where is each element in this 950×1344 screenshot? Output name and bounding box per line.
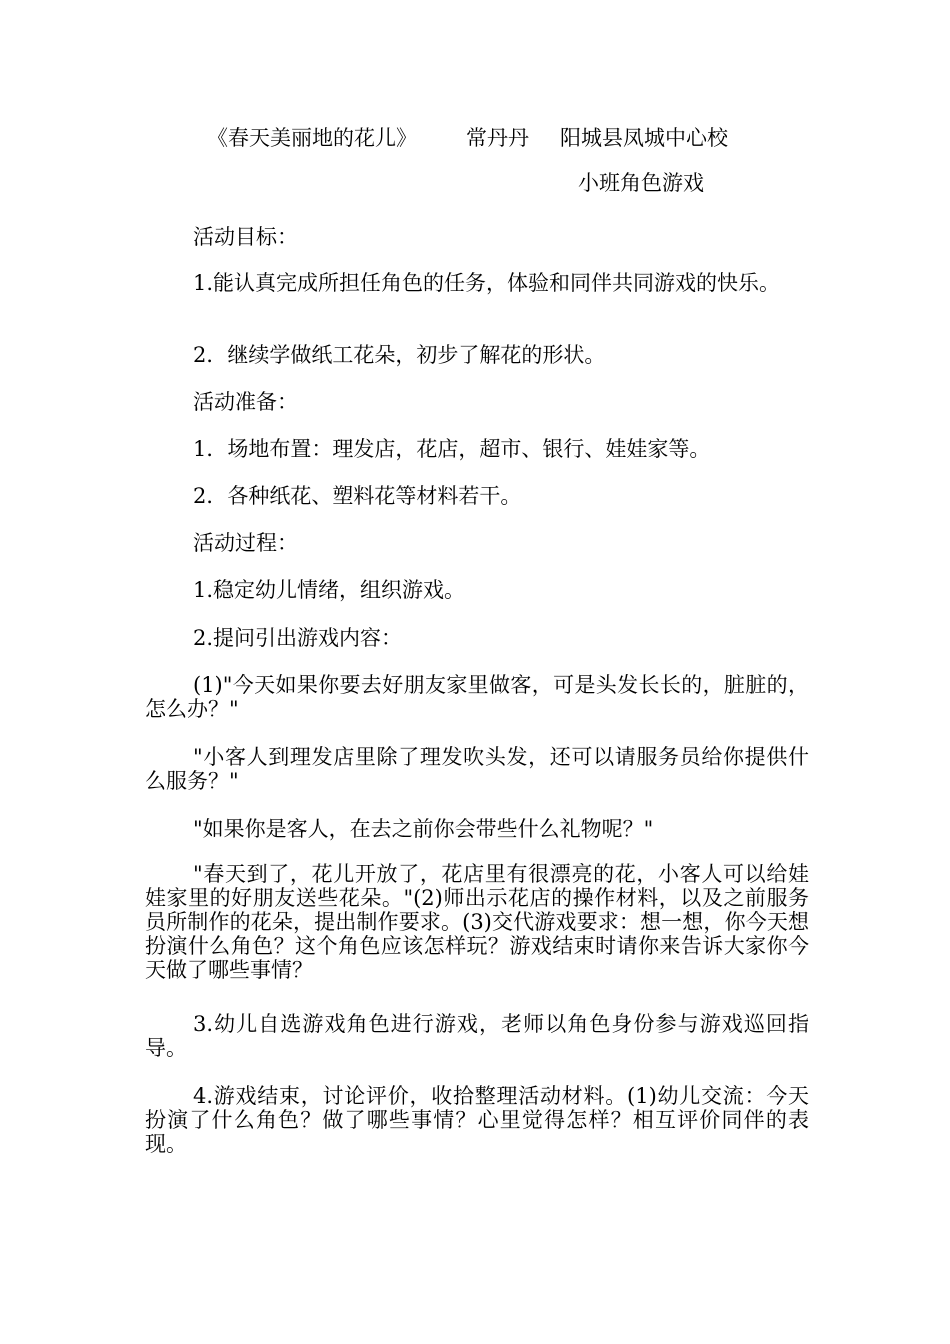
process-heading: 活动过程： bbox=[193, 531, 298, 555]
question-1: (1)"今天如果你要去好朋友家里做客，可是头发长长的，脏脏的，怎么办？" bbox=[145, 673, 809, 721]
goal-1: 1.能认真完成所担任角色的任务，体验和同伴共同游戏的快乐。 bbox=[193, 271, 781, 295]
goals-heading: 活动目标： bbox=[193, 225, 298, 249]
document-subtitle: 小班角色游戏 bbox=[578, 171, 704, 195]
step-3: 3.幼儿自选游戏角色进行游戏，老师以角色身份参与游戏巡回指导。 bbox=[145, 1012, 809, 1060]
prep-1: 1．场地布置：理发店，花店，超市、银行、娃娃家等。 bbox=[193, 437, 711, 461]
step-2: 2.提问引出游戏内容： bbox=[193, 626, 403, 650]
prep-2: 2．各种纸花、塑料花等材料若干。 bbox=[193, 484, 522, 508]
question-3: "如果你是客人，在去之前你会带些什么礼物呢？" bbox=[193, 817, 654, 841]
question-4: "春天到了，花儿开放了，花店里有很漂亮的花，小客人可以给娃娃家里的好朋友送些花朵。"(2)师出示花店的操作材料，以及之前服务员所制作的花朵，提出制作要求。(3)交代游戏要求：想一想，你今天想扮演什么角色？这个角色应该怎样玩？游戏结束时请你来告诉大家你今天做了哪些事情？ bbox=[145, 862, 809, 982]
step-1: 1.稳定幼儿情绪，组织游戏。 bbox=[193, 578, 466, 602]
school-name: 阳城县凤城中心校 bbox=[560, 126, 728, 150]
document-title: 《春天美丽地的花儿》 bbox=[207, 126, 417, 150]
step-4: 4.游戏结束，讨论评价，收拾整理活动材料。(1)幼儿交流：今天扮演了什么角色？做了哪些事情？心里觉得怎样？相互评价同伴的表现。 bbox=[145, 1084, 809, 1156]
prep-heading: 活动准备： bbox=[193, 390, 298, 414]
author-name: 常丹丹 bbox=[466, 126, 529, 150]
question-2: "小客人到理发店里除了理发吹头发，还可以请服务员给你提供什么服务？" bbox=[145, 745, 809, 793]
goal-2: 2．继续学做纸工花朵，初步了解花的形状。 bbox=[193, 343, 606, 367]
